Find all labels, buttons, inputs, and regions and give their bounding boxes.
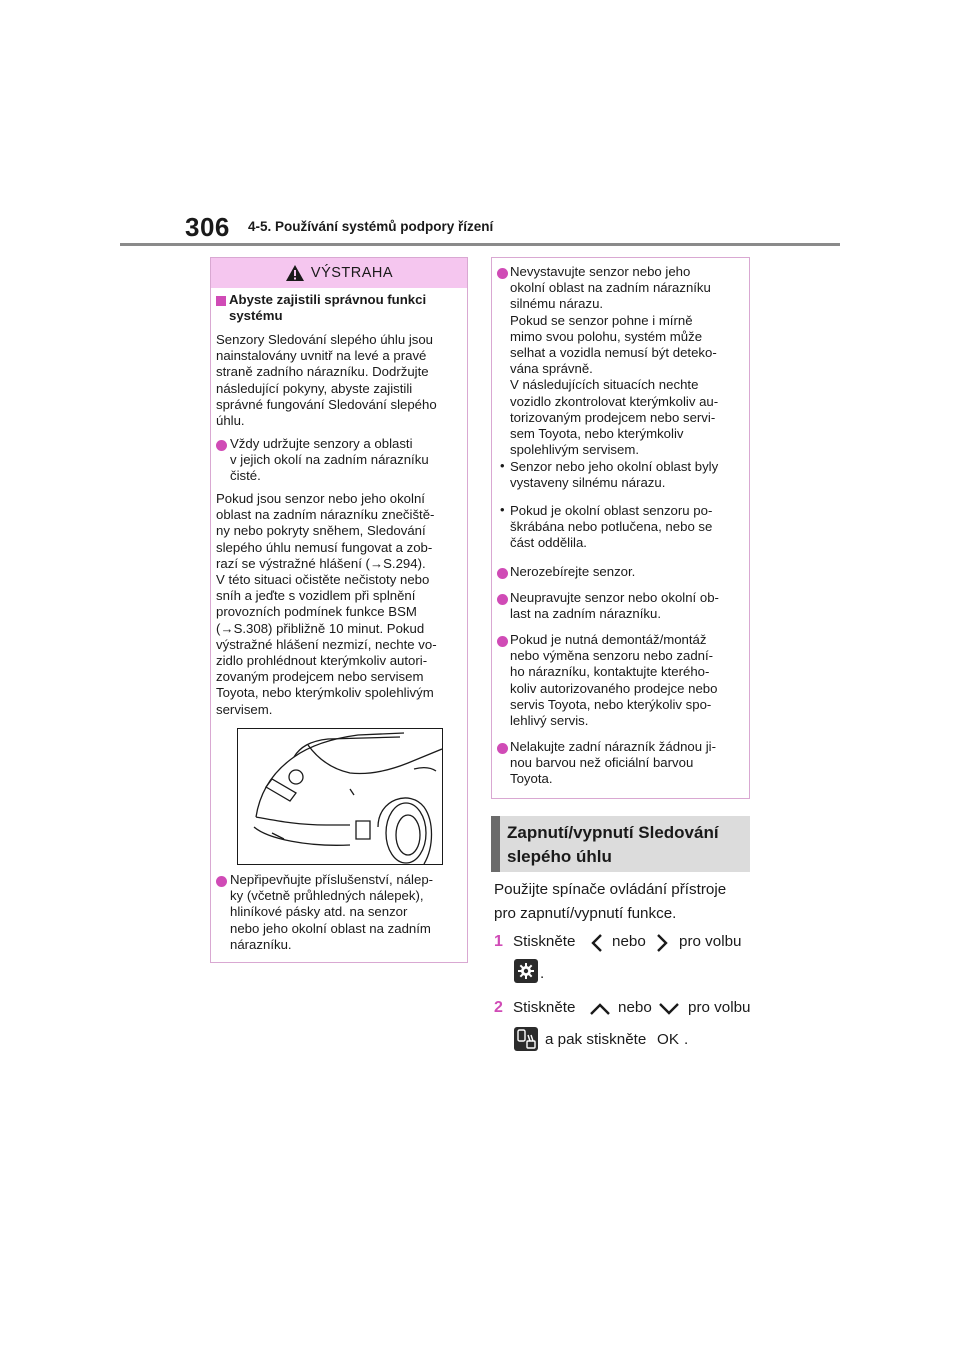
step-2-text-a: Stiskněte (513, 999, 576, 1016)
round-bullet-icon (216, 440, 227, 451)
chevron-left-icon (590, 933, 604, 953)
right-sub-bullet-1: Senzor nebo jeho okolní oblast byly vystaveny silnému nárazu. (510, 459, 719, 491)
right-bullet-2: Nerozebírejte senzor. (510, 564, 636, 579)
step-2-text-d: a pak stiskněte (545, 1031, 647, 1048)
round-bullet-icon (497, 594, 508, 605)
round-bullet-icon (497, 636, 508, 647)
round-bullet-icon (497, 568, 508, 579)
step-2-number: 2 (494, 999, 503, 1016)
right-bullet-5: Nelakujte zadní nárazník žádnou ji- nou barvou než oficiální barvou Toyota. (510, 739, 716, 787)
right-bullet-1: Nevystavujte senzor nebo jeho okolní oblast na zadním nárazníku silnému nárazu. Pokud se senzor pohne i mírně mimo svou polohu, systém může selhat a vozidla nemusí být deteko- vána správně. V následujících situacích nechte vozidlo zkontrolovat kterýmkoliv au- torizovaným prodejcem nebo servi- sem Toyota, nebo kterýmkoliv spolehlivým servisem. (510, 264, 719, 458)
settings-gear-icon (514, 959, 538, 983)
right-sub-bullet-2: Pokud je okolní oblast senzoru po- škrábána nebo potlučena, nebo se část oddělila. (510, 503, 713, 551)
warning-header (211, 258, 467, 288)
blind-spot-monitor-icon (514, 1027, 538, 1051)
warning-bullet-2: Nepřipevňujte příslušenství, nálep- ky (včetně průhledných nálepek), hliníkové pásky atd. na senzor nebo jeho okolní oblast na zadním nárazníku. (230, 872, 434, 952)
step-1-text-a: Stiskněte (513, 933, 576, 950)
section-intro: Použijte spínače ovládání přístroje pro zapnutí/vypnutí funkce. (494, 881, 727, 922)
header-rule (120, 243, 840, 246)
chevron-down-icon (658, 1002, 680, 1016)
chevron-right-icon (655, 933, 669, 953)
warning-continuation-box (491, 257, 750, 799)
warning-heading: Abyste zajistili správnou funkci systému (229, 292, 427, 324)
warning-triangle-icon (285, 264, 305, 282)
warning-intro: Senzory Sledování slepého úhlu jsou nainstalovány uvnitř na levé a pravé straně zadního nárazníku. Dodržujte následující pokyny, abyste zajistili správné fungování Sledování slepého úhlu. (216, 332, 437, 429)
square-bullet-icon (216, 296, 226, 306)
heading-accent-bar (491, 816, 500, 872)
right-bullet-3: Neupravujte senzor nebo okolní ob- last na zadním nárazníku. (510, 590, 719, 622)
step-2-text-b: nebo (618, 999, 652, 1016)
car-rear-icon (238, 729, 442, 864)
round-bullet-icon (216, 876, 227, 887)
warning-bullet-1: Vždy udržujte senzory a oblasti v jejich okolí na zadním nárazníku čisté. (230, 436, 429, 484)
round-bullet-icon (497, 743, 508, 754)
warning-title: VÝSTRAHA (310, 265, 394, 281)
section-heading-box (491, 816, 750, 872)
ok-key-label: OK (657, 1031, 679, 1048)
right-bullet-4: Pokud je nutná demontáž/montáž nebo výměna senzoru nebo zadní- ho nárazníku, kontaktujte kterého- koliv autorizovaného prodejce nebo servis Toyota, nebo kterýkoliv spo- lehlivý servis. (510, 632, 718, 729)
chevron-up-icon (589, 1002, 611, 1016)
step-2-period: . (684, 1031, 689, 1048)
section-heading: Zapnutí/vypnutí Sledování slepého úhlu (507, 823, 719, 866)
step-2-text-c: pro volbu (688, 999, 751, 1016)
step-1-period: . (540, 965, 545, 982)
sub-bullet-icon: • (500, 502, 505, 517)
step-1-number: 1 (494, 933, 503, 950)
round-bullet-icon (497, 268, 508, 279)
step-1-text-c: pro volbu (679, 933, 742, 950)
page-number: 306 (185, 212, 230, 242)
section-title: 4-5. Používání systémů podpory řízení (248, 219, 494, 234)
warning-paragraph-2: Pokud jsou senzor nebo jeho okolní oblast na zadním nárazníku znečiště- ny nebo pokryty sněhem, Sledování slepého úhlu nemusí fungovat a zob- razí se výstražné hlášení (→S.294). V této situaci očistěte nečistoty nebo sníh a jeďte s vozidlem při splnění provozních podmínek funkce BSM (→S.308) přibližně 10 minut. Pokud výstražné hlášení nezmizí, nechte vo- zidlo prohlédnout kterýmkoliv autori- zovaným prodejcem nebo servisem Toyota, nebo kterýmkoliv spolehlivým servisem. (216, 491, 437, 717)
car-rear-illustration (237, 728, 443, 865)
warning-box (210, 257, 468, 963)
step-1-text-b: nebo (612, 933, 646, 950)
sub-bullet-icon: • (500, 458, 505, 473)
